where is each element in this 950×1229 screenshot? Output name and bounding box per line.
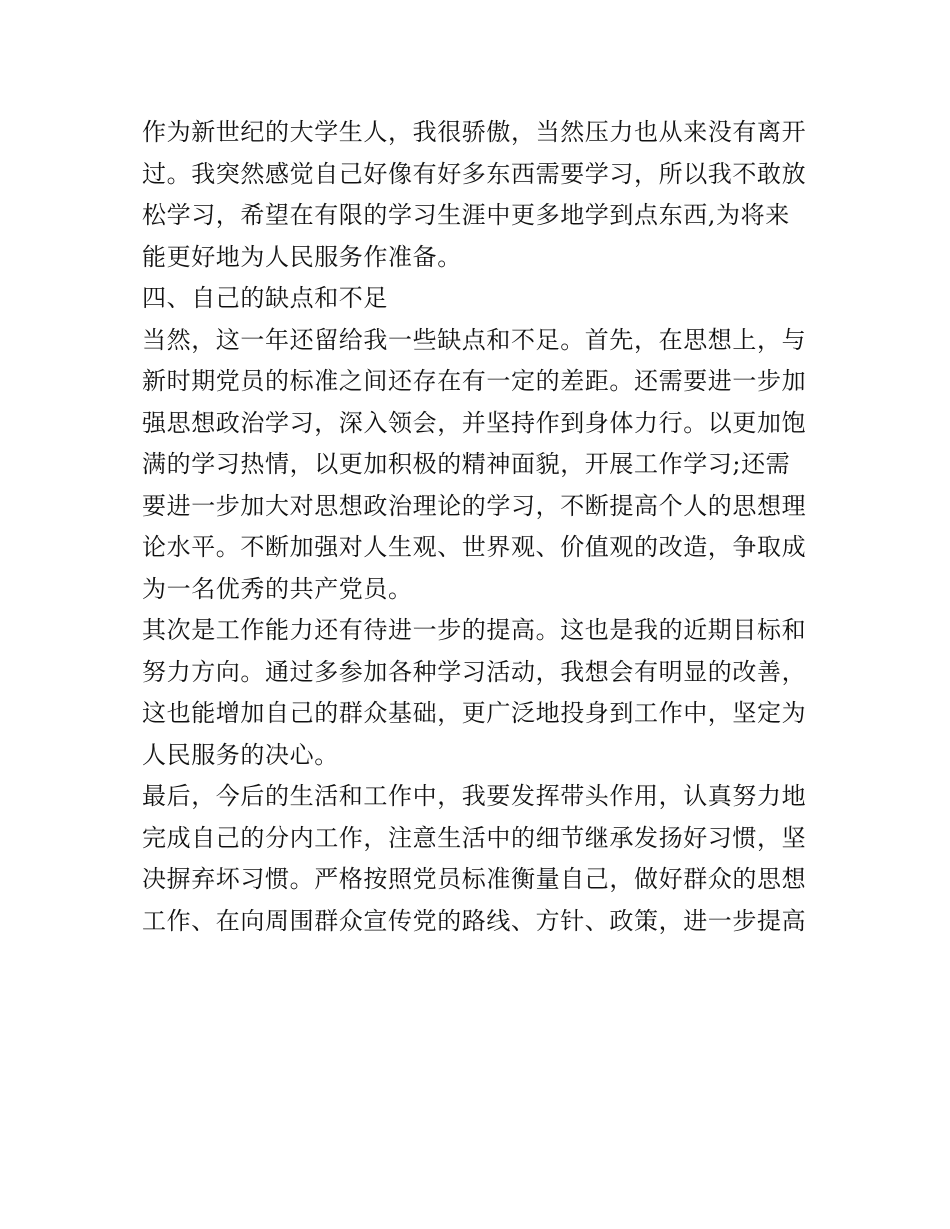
text-line: 当然，这一年还留给我一些缺点和不足。首先，在思想上，与 bbox=[142, 325, 807, 354]
text-line: 人民服务的决心。 bbox=[142, 740, 339, 769]
text-line: 强思想政治学习，深入领会，并坚持作到身体力行。以更加饱 bbox=[142, 408, 807, 437]
text-line: 决摒弃坏习惯。严格按照党员标准衡量自己，做好群众的思想 bbox=[142, 865, 807, 893]
text-line: 论水平。不断加强对人生观、世界观、价值观的改造，争取成 bbox=[142, 533, 807, 561]
text-line: 完成自己的分内工作，注意生活中的细节继承发扬好习惯，坚 bbox=[142, 823, 807, 852]
text-line: 新时期党员的标准之间还存在有一定的差距。还需要进一步加 bbox=[142, 367, 807, 395]
text-line: 作为新世纪的大学生人，我很骄傲，当然压力也从来没有离开 bbox=[142, 118, 807, 146]
text-line: 松学习，希望在有限的学习生涯中更多地学到点东西,为将来 bbox=[142, 201, 790, 229]
text-line: 这也能增加自己的群众基础，更广泛地投身到工作中，坚定为 bbox=[142, 699, 807, 727]
text-line: 满的学习热情，以更加积极的精神面貌，开展工作学习;还需 bbox=[142, 450, 791, 478]
text-line: 工作、在向周围群众宣传党的路线、方针、政策，进一步提高 bbox=[142, 906, 807, 935]
text-line: 过。我突然感觉自己好像有好多东西需要学习，所以我不敢放 bbox=[142, 159, 807, 188]
document-body bbox=[142, 112, 814, 942]
text-line: 要进一步加大对思想政治理论的学习，不断提高个人的思想理 bbox=[142, 491, 807, 520]
text-line: 能更好地为人民服务作准备。 bbox=[142, 242, 462, 271]
text-line: 为一名优秀的共产党员。 bbox=[142, 574, 413, 603]
text-line: 其次是工作能力还有待进一步的提高。这也是我的近期目标和 bbox=[142, 616, 807, 644]
text-line: 努力方向。通过多参加各种学习活动，我想会有明显的改善， bbox=[142, 657, 807, 686]
text-line: 最后，今后的生活和工作中，我要发挥带头作用，认真努力地 bbox=[142, 782, 807, 810]
section-heading: 四、自己的缺点和不足 bbox=[142, 284, 388, 312]
